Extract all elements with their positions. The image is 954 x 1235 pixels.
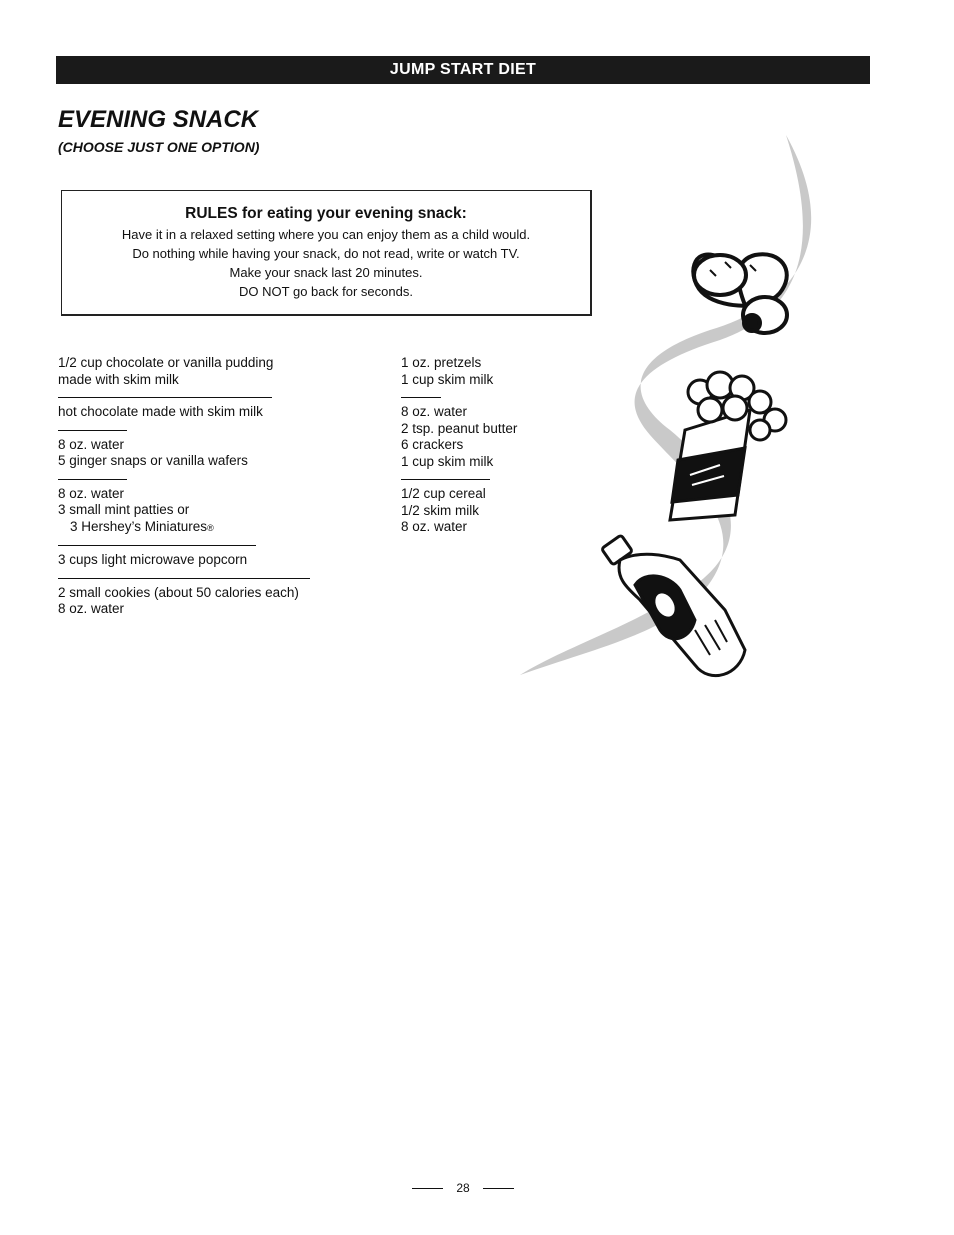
water-bottle-icon <box>601 535 745 676</box>
option-line: 1/2 cup chocolate or vanilla pudding <box>58 355 274 370</box>
option-divider <box>58 479 127 480</box>
footer-dash-right <box>483 1188 514 1189</box>
option-divider <box>58 545 256 546</box>
rules-box <box>61 190 592 316</box>
page-footer <box>412 1180 514 1196</box>
snack-option-peanut-butter <box>401 404 517 470</box>
snack-option-mint-patties <box>58 486 310 537</box>
option-text: 3 Hershey’s Miniatures <box>70 518 208 534</box>
option-line: 1/2 skim milk <box>401 502 480 518</box>
option-line: 8 oz. water <box>58 485 125 501</box>
snack-option-pretzels <box>401 355 517 388</box>
rules-line: Have it in a relaxed setting where you can enjoy them as a child would. <box>121 227 531 242</box>
option-line: 1 cup skim milk <box>401 371 494 387</box>
rules-line: DO NOT go back for seconds. <box>239 284 413 299</box>
option-line: 8 oz. water <box>401 519 468 534</box>
header-title: JUMP START DIET <box>389 61 537 78</box>
rules-title: RULES for eating your evening snack: <box>185 205 467 222</box>
option-line: 3 small mint patties or <box>58 502 190 517</box>
snack-option-ginger-snaps <box>58 437 310 470</box>
option-line: made with skim milk <box>58 371 179 387</box>
option-line: 2 small cookies (about 50 calories each) <box>58 584 299 600</box>
options-right-column <box>401 355 517 536</box>
option-line: 8 oz. water <box>401 404 468 419</box>
popcorn-icon <box>670 372 786 520</box>
footer-dash-left <box>412 1188 443 1189</box>
option-line: 1/2 cup cereal <box>401 486 486 501</box>
snack-option-popcorn <box>58 552 310 569</box>
option-line: 1 oz. pretzels <box>401 355 482 370</box>
snack-option-cereal <box>401 486 517 536</box>
registered-mark: ® <box>207 522 214 533</box>
option-line: 8 oz. water <box>58 601 125 616</box>
option-line: hot chocolate made with skim milk <box>58 404 263 419</box>
page-title: EVENING SNACK <box>58 106 259 133</box>
option-line: 5 ginger snaps or vanilla wafers <box>58 453 248 468</box>
rules-line: Do nothing while having your snack, do not read, write or watch TV. <box>132 246 520 261</box>
rules-line: Make your snack last 20 minutes. <box>229 265 423 280</box>
snack-option-hot-chocolate <box>58 404 310 421</box>
option-line: 2 tsp. peanut butter <box>401 420 518 436</box>
option-divider <box>58 397 272 398</box>
page-subtitle: (CHOOSE JUST ONE OPTION) <box>58 139 260 155</box>
option-divider <box>401 397 441 398</box>
option-line: 3 cups light microwave popcorn <box>58 552 248 567</box>
snack-illustration <box>520 130 820 690</box>
option-line: 8 oz. water <box>58 436 125 452</box>
option-line: 1 cup skim milk <box>401 453 494 469</box>
snack-option-cookies <box>58 585 310 618</box>
option-line: 6 crackers <box>401 437 464 452</box>
option-divider <box>58 578 310 579</box>
snack-option-pudding <box>58 355 310 388</box>
option-line <box>58 519 310 537</box>
rules-list <box>62 225 590 301</box>
page-number: 28 <box>456 1181 470 1195</box>
option-divider <box>401 479 490 480</box>
header-bar <box>56 56 870 84</box>
option-divider <box>58 430 127 431</box>
options-left-column <box>58 355 310 618</box>
